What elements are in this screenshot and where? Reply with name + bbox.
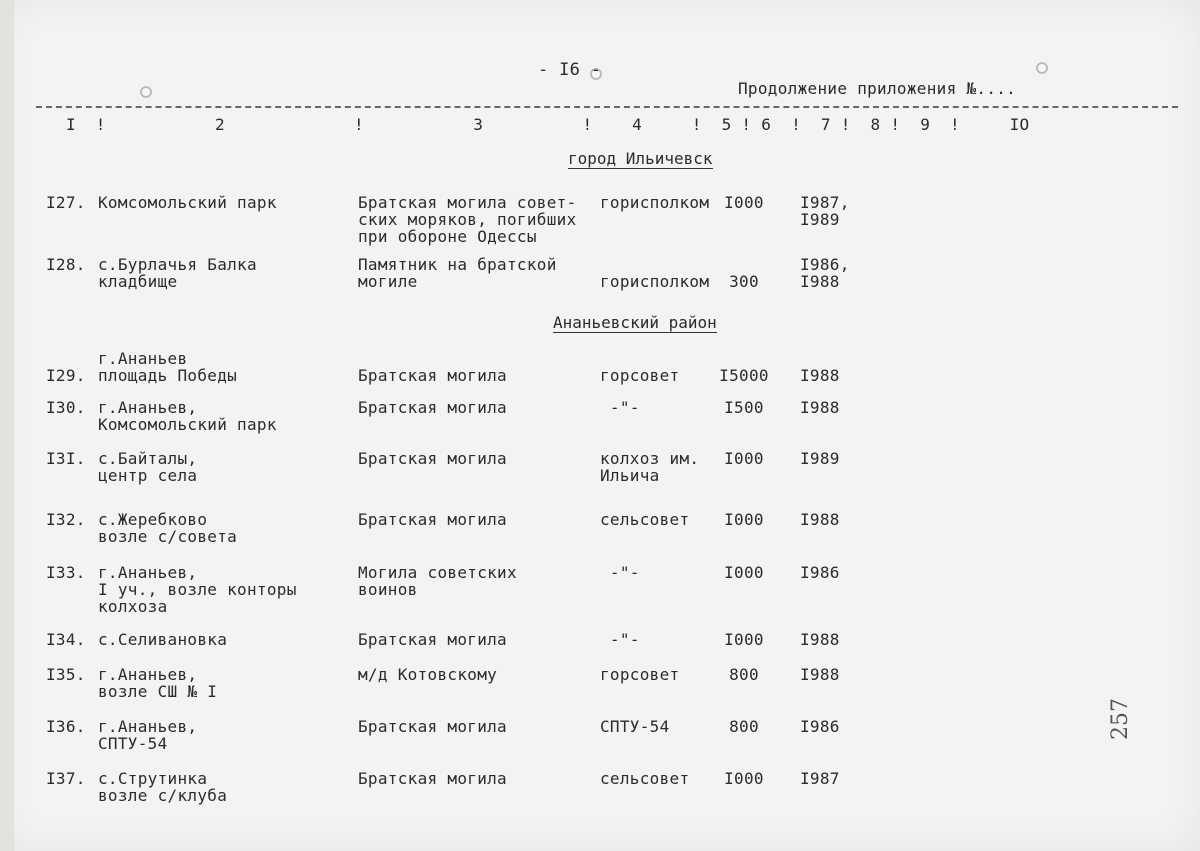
row-amount: I5000 <box>719 366 769 385</box>
row-owner: сельсовет <box>600 769 690 788</box>
row-location: с.Бурлачья Балка кладбище <box>98 255 257 291</box>
row-object: Братская могила <box>358 398 507 417</box>
row-years: I989 <box>800 449 840 468</box>
row-number: I37. <box>46 769 86 788</box>
row-number: I36. <box>46 717 86 736</box>
row-object: Братская могила <box>358 769 507 788</box>
row-years: I988 <box>800 398 840 417</box>
row-years: I987, I989 <box>800 193 850 229</box>
row-object: Памятник на братской могиле <box>358 255 557 291</box>
row-amount: I500 <box>724 398 764 417</box>
row-amount: 300 <box>729 272 759 291</box>
row-object: Братская могила <box>358 449 507 468</box>
row-owner: горсовет <box>600 366 680 385</box>
row-location: г.Ананьев, Комсомольский парк <box>98 398 277 434</box>
row-number: I33. <box>46 563 86 582</box>
section-title-ananiev: Ананьевский район <box>553 313 717 332</box>
row-number: I28. <box>46 255 86 274</box>
row-number: I30. <box>46 398 86 417</box>
row-location: с.Струтинка возле с/клуба <box>98 769 228 805</box>
table-row <box>0 450 1200 510</box>
row-owner: -"- <box>600 398 640 417</box>
row-amount: I000 <box>724 193 764 212</box>
punch-hole <box>1036 62 1048 74</box>
row-object: Братская могила <box>358 630 507 649</box>
row-amount: I000 <box>724 510 764 529</box>
row-years: I988 <box>800 366 840 385</box>
table-row <box>0 511 1200 571</box>
row-number: I29. <box>46 366 86 385</box>
row-location: г.Ананьев, возле СШ № I <box>98 665 218 701</box>
section-title-ilichevsk: город Ильичевск <box>568 149 713 168</box>
row-location: г.Ананьев площадь Победы <box>98 349 238 385</box>
row-years: I986 <box>800 717 840 736</box>
table-row <box>0 564 1200 624</box>
row-location: с.Селивановка <box>98 630 228 649</box>
page-number: - I6 - <box>538 60 602 80</box>
row-years: I987 <box>800 769 840 788</box>
row-amount: I000 <box>724 449 764 468</box>
row-amount: I000 <box>724 769 764 788</box>
row-owner: колхоз им. Ильича <box>600 449 700 485</box>
row-years: I988 <box>800 665 840 684</box>
row-owner: -"- <box>600 563 640 582</box>
row-years: I986 <box>800 563 840 582</box>
row-number: I32. <box>46 510 86 529</box>
row-years: I986, I988 <box>800 255 850 291</box>
row-number: I34. <box>46 630 86 649</box>
row-object: Могила советских воинов <box>358 563 517 599</box>
row-location: г.Ананьев, СПТУ-54 <box>98 717 198 753</box>
table-row <box>0 770 1200 830</box>
row-location: с.Жеребково возле с/совета <box>98 510 238 546</box>
row-number: I35. <box>46 665 86 684</box>
row-object: Братская могила <box>358 366 507 385</box>
punch-hole <box>140 86 152 98</box>
row-amount: 800 <box>729 717 759 736</box>
header-rule <box>36 106 1178 108</box>
row-owner: горсовет <box>600 665 680 684</box>
row-years: I988 <box>800 510 840 529</box>
table-row <box>0 194 1200 254</box>
handwritten-margin-number: 257 <box>1108 698 1133 740</box>
row-amount: I000 <box>724 563 764 582</box>
row-object: Братская могила совет- ских моряков, погибших при обороне Одессы <box>358 193 577 246</box>
row-location: Комсомольский парк <box>98 193 277 212</box>
row-object: м/д Котовскому <box>358 665 498 684</box>
row-amount: 800 <box>729 665 759 684</box>
table-row <box>0 256 1200 316</box>
row-owner: сельсовет <box>600 510 690 529</box>
row-number: I3I. <box>46 449 86 468</box>
column-numbers: I ! 2 ! 3 ! 4 ! 5 ! 6 ! 7 ! 8 ! 9 ! IO <box>66 115 1030 134</box>
row-object: Братская могила <box>358 510 507 529</box>
continuation-note: Продолжение приложения №.... <box>738 79 1017 98</box>
row-owner: СПТУ-54 <box>600 717 670 736</box>
row-location: г.Ананьев, I уч., возле конторы колхоза <box>98 563 297 616</box>
row-owner: горисполком <box>600 193 710 212</box>
row-owner: горисполком <box>600 272 710 291</box>
row-years: I988 <box>800 630 840 649</box>
row-amount: I000 <box>724 630 764 649</box>
row-location: с.Байталы, центр села <box>98 449 198 485</box>
row-object: Братская могила <box>358 717 507 736</box>
row-owner: -"- <box>600 630 640 649</box>
row-number: I27. <box>46 193 86 212</box>
